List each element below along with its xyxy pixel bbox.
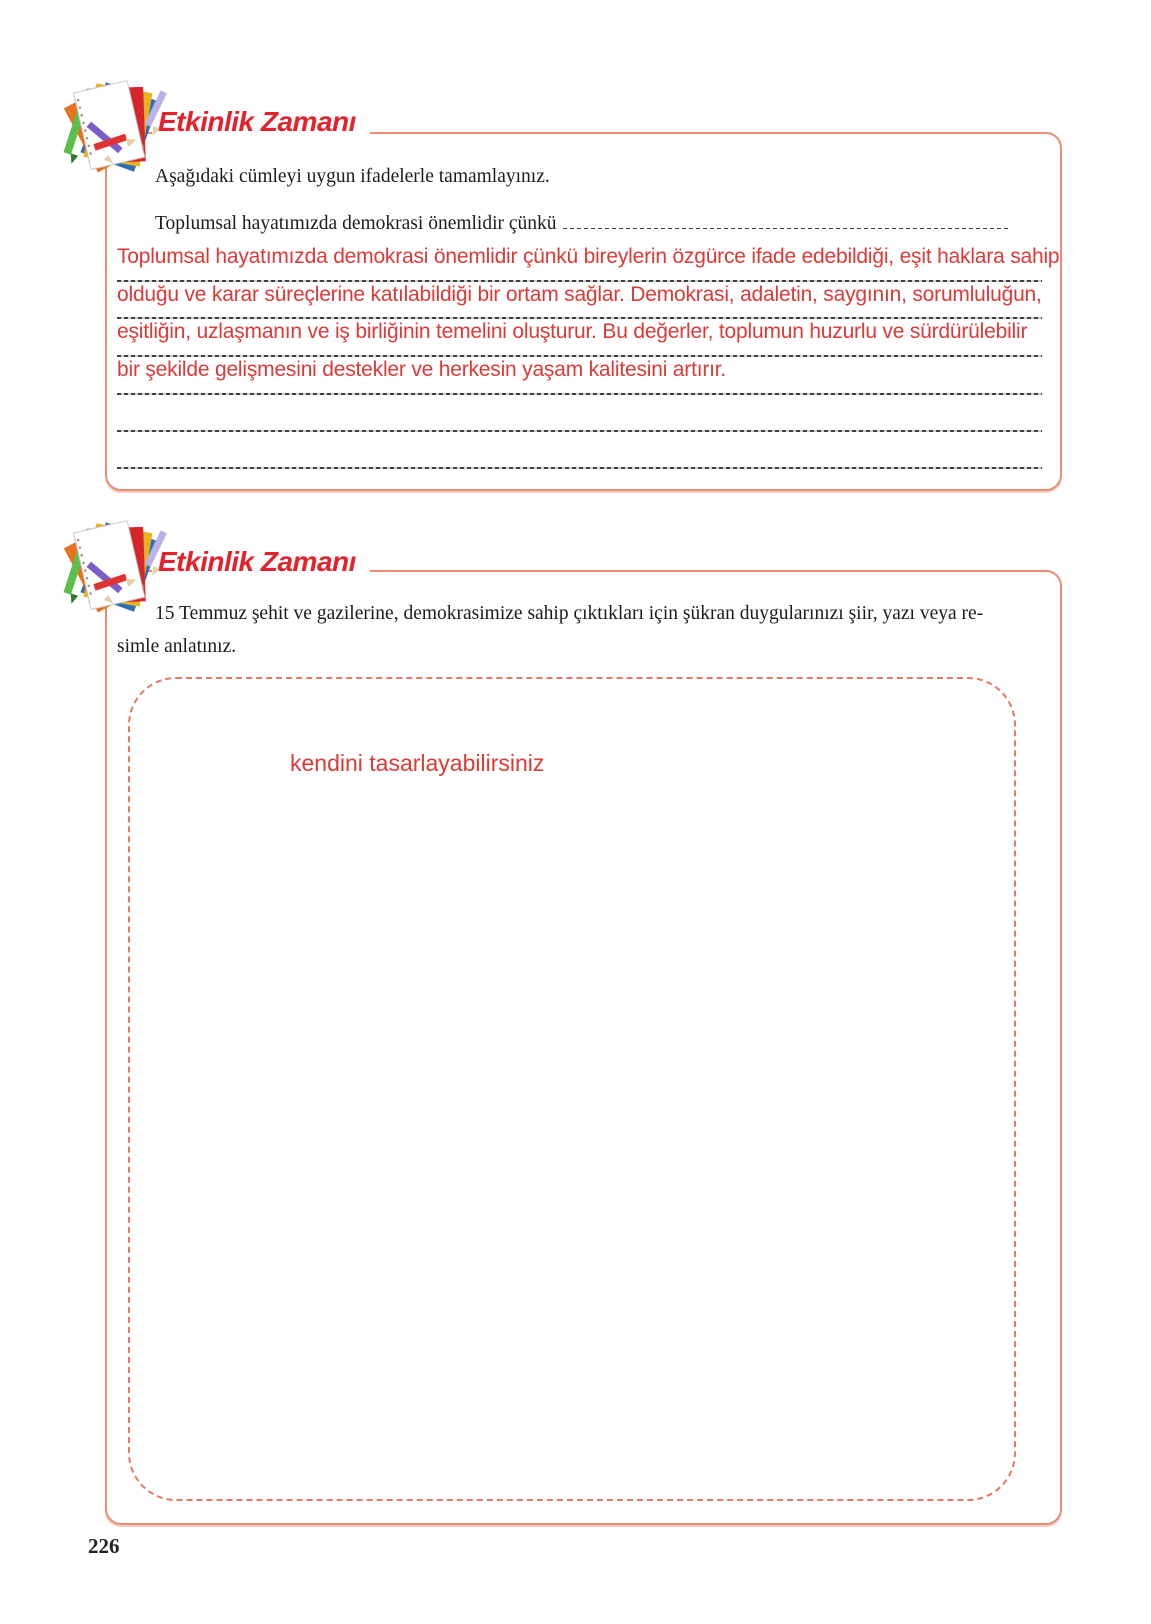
sentence-blank-line[interactable] xyxy=(563,207,1008,229)
answer-line: eşitliğin, uzlaşmanın ve iş birliğinin temelini oluşturur. Bu değerler, toplumun huzurlu ve sürdürülebilir xyxy=(117,320,1028,343)
answer-line: olduğu ve karar süreçlerine katılabildiği bir ortam sağlar. Demokrasi, adaletin, saygının, sorumluluğun, xyxy=(117,282,1042,306)
drawing-placeholder-text: kendini tasarlayabilirsiniz xyxy=(290,750,545,776)
writing-line[interactable] xyxy=(117,393,1042,395)
section2-instruction-line2: simle anlatınız. xyxy=(117,636,237,657)
section1-answer-text xyxy=(117,238,1059,388)
sentence-prefix: Toplumsal hayatımızda demokrasi önemlidir çünkü xyxy=(155,213,557,234)
answer-line: Toplumsal hayatımızda demokrasi önemlidir çünkü bireylerin özgürce ifade edebildiği, eşit haklara sahip xyxy=(117,245,1060,268)
notebooks-and-pencils-icon xyxy=(58,518,176,618)
writing-line[interactable] xyxy=(117,467,1042,469)
writing-line[interactable] xyxy=(117,280,1042,282)
section1-header: Etkinlik Zamanı xyxy=(152,106,370,138)
section2-instruction-line1: 15 Temmuz şehit ve gazilerine, demokrasimize sahip çıktıkları için şükran duygularınızı şiir, yazı veya re- xyxy=(155,603,984,624)
writing-line[interactable] xyxy=(117,430,1042,432)
section1-sentence xyxy=(155,207,1008,235)
section1-instruction: Aşağıdaki cümleyi uygun ifadelerle tamamlayınız. xyxy=(155,166,550,187)
drawing-area[interactable] xyxy=(128,677,1016,1501)
notebooks-and-pencils-icon xyxy=(58,78,176,178)
writing-line[interactable] xyxy=(117,317,1042,319)
section2-header: Etkinlik Zamanı xyxy=(152,546,370,578)
answer-line: bir şekilde gelişmesini destekler ve herkesin yaşam kalitesini artırır. xyxy=(117,357,727,381)
page-number: 226 xyxy=(88,1534,120,1558)
writing-line[interactable] xyxy=(117,355,1042,357)
